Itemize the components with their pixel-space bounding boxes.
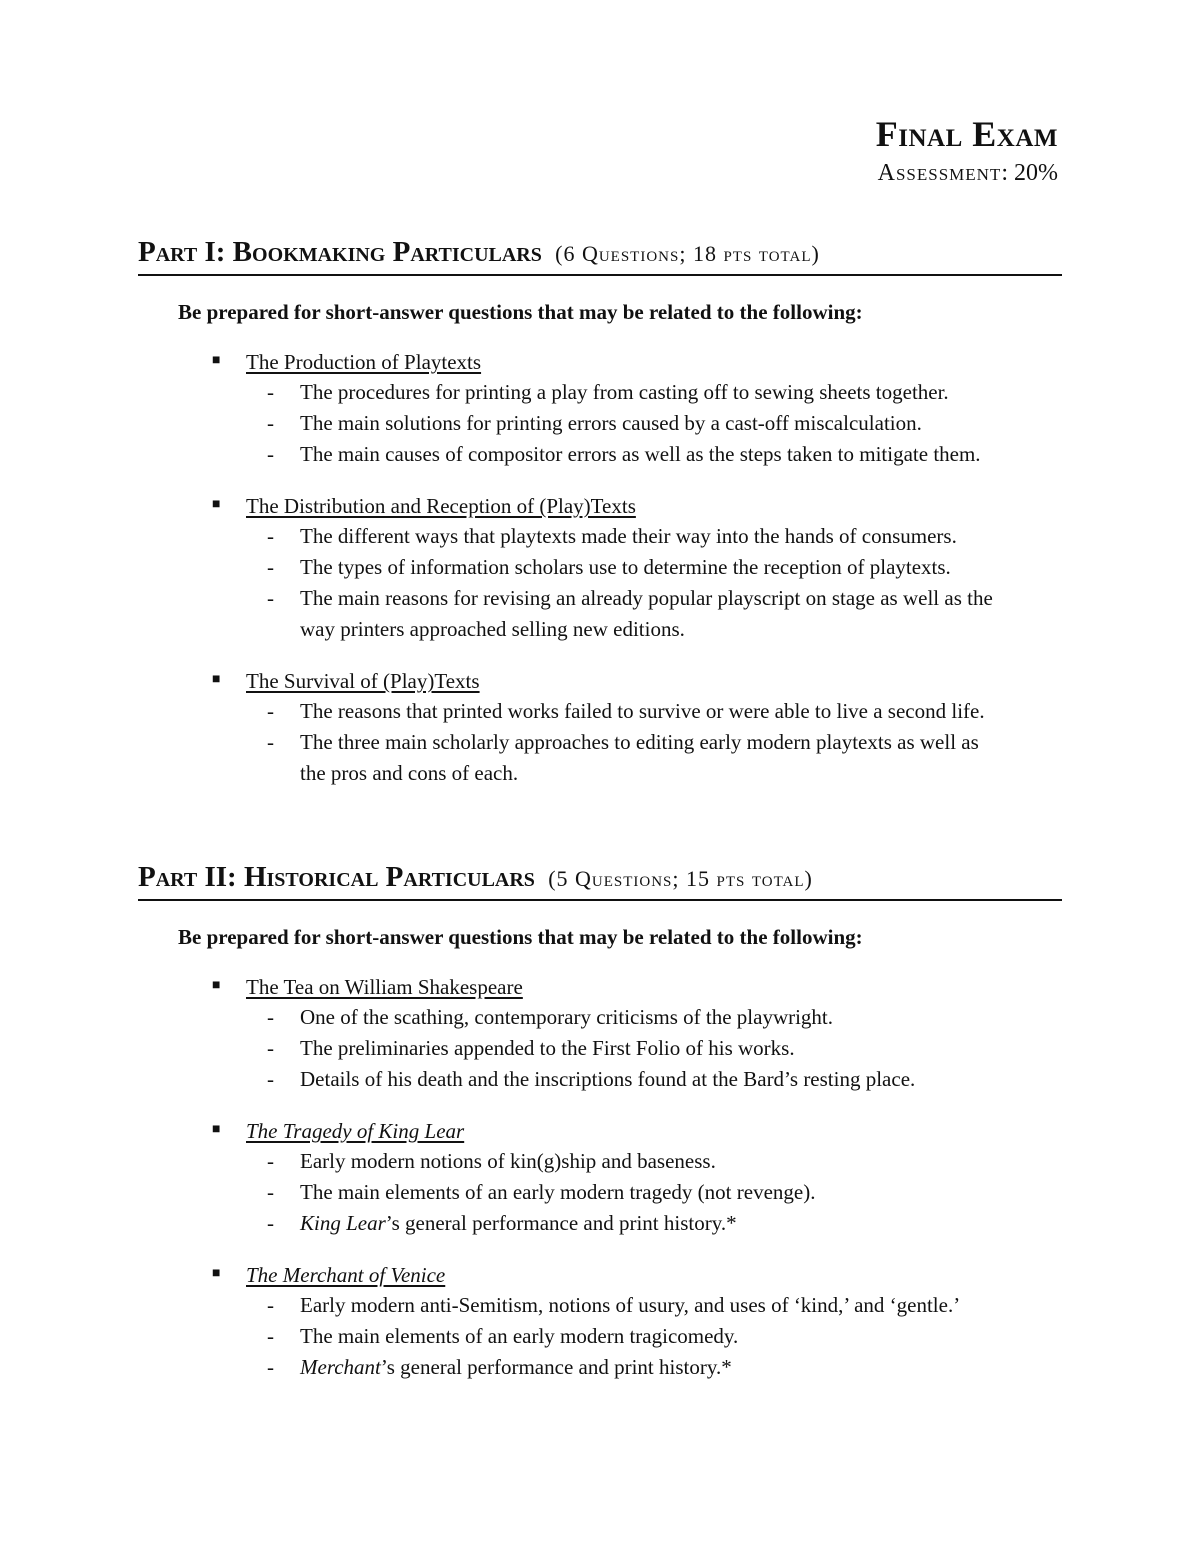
list-item: [208, 1146, 1082, 1177]
list-item: [208, 439, 1082, 470]
dash-bullet-icon: -: [267, 586, 274, 610]
topic-heading: [208, 666, 1062, 696]
list-item-text: The main reasons for revising an already popular playscript on stage as well as the way printers approached selling new editions.: [300, 586, 993, 641]
dash-bullet-icon: -: [267, 555, 274, 579]
document-title: Final Exam: [875, 114, 1058, 154]
topic-label: The Survival of (Play)Texts: [246, 669, 480, 693]
dash-bullet-icon: -: [267, 1355, 274, 1379]
topic-label: The Tragedy of King Lear: [246, 1119, 465, 1143]
square-bullet-icon: ■: [212, 1266, 221, 1281]
part-1-section: [138, 234, 1062, 789]
square-bullet-icon: ■: [212, 1122, 221, 1137]
list-item: [208, 408, 1082, 439]
dash-bullet-icon: -: [267, 699, 274, 723]
topic-heading: [208, 972, 1062, 1002]
list-item-emphasis: King Lear: [300, 1211, 386, 1235]
list-item-text: One of the scathing, contemporary criticisms of the playwright.: [300, 1005, 834, 1029]
list-item: [208, 727, 990, 789]
list-item-text: ’s general performance and print history.*: [380, 1355, 732, 1379]
assessment-label: Assessment: [877, 160, 1002, 186]
topic-distribution: [208, 491, 1062, 645]
list-item-text: The reasons that printed works failed to survive or were able to live a second life.: [300, 699, 985, 723]
list-item: [208, 1033, 1082, 1064]
list-item-text: ’s general performance and print history.*: [385, 1211, 737, 1235]
dash-bullet-icon: -: [267, 1005, 274, 1029]
dash-bullet-icon: -: [267, 411, 274, 435]
topic-survival: [208, 666, 1062, 789]
topic-label: The Production of Playtexts: [246, 350, 482, 374]
list-item: [208, 377, 1082, 408]
topic-heading: [208, 1116, 1062, 1146]
part-1-heading: [138, 234, 1062, 276]
part-1-title: Part I: Bookmaking Particulars: [138, 236, 542, 268]
list-item: [208, 521, 1082, 552]
list-item: [208, 1290, 1082, 1321]
square-bullet-icon: ■: [212, 978, 221, 993]
square-bullet-icon: ■: [212, 672, 221, 687]
list-item-text: The main solutions for printing errors caused by a cast-off miscalculation.: [300, 411, 922, 435]
list-item-text: The procedures for printing a play from casting off to sewing sheets together.: [300, 380, 949, 404]
dash-bullet-icon: -: [267, 1180, 274, 1204]
list-item: [208, 1352, 1082, 1383]
topic-production: [208, 347, 1062, 470]
assessment-value: : 20%: [1001, 160, 1058, 186]
part-1-intro: Be prepared for short-answer questions that may be related to the following:: [178, 300, 863, 324]
topic-label: The Merchant of Venice: [246, 1263, 446, 1287]
topic-heading: [208, 347, 1062, 377]
list-item-text: Early modern notions of kin(g)ship and baseness.: [300, 1149, 716, 1173]
part-2-meta: (5 Questions; 15 pts total): [548, 866, 813, 891]
topic-heading: [208, 1260, 1062, 1290]
list-item: [208, 1002, 1082, 1033]
list-item: [208, 552, 1082, 583]
list-item-text: Early modern anti-Semitism, notions of usury, and uses of ‘kind,’ and ‘gentle.’: [300, 1293, 961, 1317]
list-item: [208, 583, 1000, 645]
list-item-text: Details of his death and the inscriptions found at the Bard’s resting place.: [300, 1067, 916, 1091]
part-1-meta: (6 Questions; 18 pts total): [555, 241, 820, 266]
part-2-title: Part II: Historical Particulars: [138, 861, 535, 893]
dash-bullet-icon: -: [267, 1324, 274, 1348]
topic-king-lear: [208, 1116, 1062, 1239]
list-item-text: The preliminaries appended to the First Folio of his works.: [300, 1036, 795, 1060]
list-item-text: The main causes of compositor errors as well as the steps taken to mitigate them.: [300, 442, 981, 466]
dash-bullet-icon: -: [267, 730, 274, 754]
dash-bullet-icon: -: [267, 524, 274, 548]
list-item: [208, 1208, 1082, 1239]
dash-bullet-icon: -: [267, 1036, 274, 1060]
list-item: [208, 696, 1082, 727]
square-bullet-icon: ■: [212, 497, 221, 512]
square-bullet-icon: ■: [212, 353, 221, 368]
topic-label: The Distribution and Reception of (Play)Texts: [246, 494, 636, 518]
list-item-emphasis: Merchant: [300, 1355, 381, 1379]
topic-shakespeare: [208, 972, 1062, 1095]
topic-heading: [208, 491, 1062, 521]
dash-bullet-icon: -: [267, 1067, 274, 1091]
list-item-text: The different ways that playtexts made their way into the hands of consumers.: [300, 524, 957, 548]
dash-bullet-icon: -: [267, 442, 274, 466]
list-item: [208, 1177, 1082, 1208]
dash-bullet-icon: -: [267, 1211, 274, 1235]
part-2-heading: [138, 859, 1062, 901]
topic-label: The Tea on William Shakespeare: [246, 975, 523, 999]
dash-bullet-icon: -: [267, 380, 274, 404]
list-item: [208, 1321, 1082, 1352]
list-item-text: The main elements of an early modern tragicomedy.: [300, 1324, 739, 1348]
part-2-section: [138, 859, 1062, 1383]
list-item-text: The types of information scholars use to determine the reception of playtexts.: [300, 555, 951, 579]
list-item: [208, 1064, 1082, 1095]
assessment-line: [878, 158, 1058, 188]
list-item-text: The main elements of an early modern tragedy (not revenge).: [300, 1180, 816, 1204]
dash-bullet-icon: -: [267, 1293, 274, 1317]
topic-merchant: [208, 1260, 1062, 1383]
part-2-intro: Be prepared for short-answer questions that may be related to the following:: [178, 925, 863, 949]
dash-bullet-icon: -: [267, 1149, 274, 1173]
list-item-text: The three main scholarly approaches to editing early modern playtexts as well as the pros and cons of each.: [300, 730, 979, 785]
